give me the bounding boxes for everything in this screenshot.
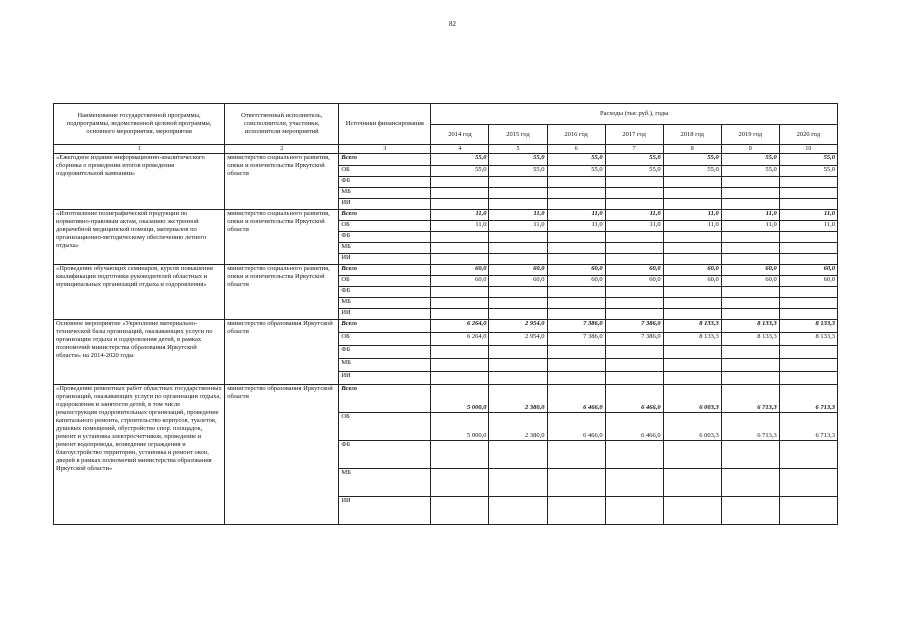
amount-cell <box>605 359 663 372</box>
amount-cell <box>721 177 779 188</box>
executor-cell: министерство социального развития, опеки и попечительства Иркутской области <box>225 210 339 265</box>
amount-cell <box>605 441 663 469</box>
amount-cell <box>547 372 605 385</box>
amount-cell <box>547 441 605 469</box>
funding-source-cell: МБ <box>339 243 431 254</box>
amount-cell <box>779 359 837 372</box>
funding-source-cell: МБ <box>339 298 431 309</box>
funding-source-cell: ОБ <box>339 166 431 177</box>
funding-source-cell: ИИ <box>339 254 431 265</box>
amount-cell <box>547 188 605 199</box>
column-number: 8 <box>663 145 721 154</box>
amount-cell <box>489 298 547 309</box>
amount-cell <box>605 287 663 298</box>
amount-cell: 60,0 <box>663 265 721 276</box>
table-row <box>54 385 838 413</box>
amount-cell <box>605 199 663 210</box>
amount-cell <box>489 346 547 359</box>
funding-source-cell: ОБ <box>339 276 431 287</box>
program-name-cell: Основное мероприятие «Укрепление материально-технической базы организаций, оказывающих услуги по организации отдыха и оздоровления детей, в рамках полномочий министерства образования Иркутской области» на 2014-2020 годы <box>54 320 225 385</box>
amount-cell: 55,0 <box>489 166 547 177</box>
amount-cell <box>431 232 489 243</box>
amount-cell <box>721 287 779 298</box>
amount-cell: 6 713,3 <box>779 385 837 413</box>
funding-source-cell: ФБ <box>339 441 431 469</box>
amount-cell <box>721 243 779 254</box>
amount-cell: 7 386,0 <box>547 320 605 333</box>
amount-cell: 5 000,0 <box>431 413 489 441</box>
executor-cell: министерство образования Иркутской области <box>225 320 339 385</box>
amount-cell: 6 003,3 <box>663 413 721 441</box>
executor-cell: министерство социального развития, опеки и попечительства Иркутской области <box>225 154 339 210</box>
amount-cell <box>663 372 721 385</box>
amount-cell: 11,0 <box>663 210 721 221</box>
amount-cell: 11,0 <box>431 221 489 232</box>
column-number: 4 <box>431 145 489 154</box>
amount-cell: 6 466,0 <box>547 413 605 441</box>
amount-cell: 11,0 <box>547 210 605 221</box>
funding-source-cell: МБ <box>339 359 431 372</box>
amount-cell <box>431 359 489 372</box>
amount-cell <box>489 232 547 243</box>
column-number: 1 <box>54 145 225 154</box>
amount-cell: 60,0 <box>489 265 547 276</box>
header-year: 2017 год <box>605 125 663 145</box>
program-name-cell: «Ежегодное издание информационно-аналитического сборника о проведении итогов проведения оздоровительной кампании» <box>54 154 225 210</box>
amount-cell: 60,0 <box>489 276 547 287</box>
column-number: 3 <box>339 145 431 154</box>
header-executor: Ответственный исполнитель, соисполнители, участники, исполнители мероприятий <box>225 104 339 145</box>
amount-cell: 11,0 <box>489 210 547 221</box>
amount-cell <box>721 497 779 525</box>
amount-cell <box>779 309 837 320</box>
expenses-table <box>53 103 838 525</box>
amount-cell <box>721 469 779 497</box>
amount-cell <box>489 254 547 265</box>
amount-cell: 11,0 <box>547 221 605 232</box>
amount-cell: 60,0 <box>547 276 605 287</box>
amount-cell <box>663 441 721 469</box>
amount-cell <box>431 441 489 469</box>
amount-cell <box>779 372 837 385</box>
amount-cell: 60,0 <box>605 276 663 287</box>
amount-cell <box>605 232 663 243</box>
amount-cell: 60,0 <box>663 276 721 287</box>
amount-cell: 2 380,0 <box>489 413 547 441</box>
amount-cell <box>547 232 605 243</box>
amount-cell <box>779 188 837 199</box>
amount-cell <box>663 254 721 265</box>
amount-cell <box>721 298 779 309</box>
amount-cell: 11,0 <box>779 221 837 232</box>
amount-cell <box>605 188 663 199</box>
amount-cell: 6 264,0 <box>431 320 489 333</box>
table-row <box>54 154 838 166</box>
amount-cell <box>663 298 721 309</box>
page-number: 82 <box>449 20 456 28</box>
amount-cell <box>431 497 489 525</box>
amount-cell: 60,0 <box>721 276 779 287</box>
amount-cell <box>663 309 721 320</box>
amount-cell <box>547 254 605 265</box>
amount-cell: 60,0 <box>779 276 837 287</box>
header-funding-source: Источники финансирования <box>339 104 431 145</box>
amount-cell <box>779 441 837 469</box>
funding-source-cell: ФБ <box>339 346 431 359</box>
amount-cell <box>489 177 547 188</box>
amount-cell <box>721 372 779 385</box>
funding-source-cell: МБ <box>339 188 431 199</box>
amount-cell: 8 133,3 <box>721 320 779 333</box>
amount-cell <box>779 243 837 254</box>
amount-cell: 55,0 <box>489 154 547 166</box>
amount-cell: 11,0 <box>431 210 489 221</box>
column-number: 2 <box>225 145 339 154</box>
table-row <box>54 320 838 333</box>
funding-source-cell: ИИ <box>339 497 431 525</box>
header-year: 2014 год <box>431 125 489 145</box>
amount-cell <box>721 309 779 320</box>
amount-cell: 2 954,0 <box>489 333 547 346</box>
amount-cell: 55,0 <box>779 154 837 166</box>
amount-cell <box>721 254 779 265</box>
amount-cell: 55,0 <box>605 154 663 166</box>
amount-cell <box>721 199 779 210</box>
amount-cell <box>663 359 721 372</box>
amount-cell: 55,0 <box>663 166 721 177</box>
funding-source-cell: ФБ <box>339 287 431 298</box>
amount-cell <box>605 372 663 385</box>
column-number: 9 <box>721 145 779 154</box>
program-name-cell: «Проведение ремонтных работ областных государственных организаций, оказывающих услуги по организации отдыха, оздоровления и занятости детей, в том числе реконструкция оздоровительных организаций, проведение капитального ремонта, строительство корпусов, туалетов, душевых помещений, обустройство спор. площадок, ремонт и установка электросчетчиков, проведение и ремонт водопровода, возведение ограждения и благоустройство территории, установка и ремонт окон, дверей в рамках полномочий министерства образования Иркутской области» <box>54 385 225 525</box>
amount-cell: 8 133,3 <box>779 333 837 346</box>
funding-source-cell: Всего <box>339 385 431 413</box>
amount-cell <box>663 346 721 359</box>
funding-source-cell: ФБ <box>339 232 431 243</box>
amount-cell: 11,0 <box>779 210 837 221</box>
amount-cell <box>605 177 663 188</box>
amount-cell <box>663 469 721 497</box>
header-program-name: Наименование государственной программы, подпрограммы, ведомственной целевой программы, основного мероприятия, мероприятия <box>54 104 225 145</box>
amount-cell: 60,0 <box>779 265 837 276</box>
amount-cell <box>489 497 547 525</box>
amount-cell: 11,0 <box>489 221 547 232</box>
amount-cell <box>489 441 547 469</box>
amount-cell <box>605 346 663 359</box>
amount-cell <box>779 497 837 525</box>
amount-cell <box>547 199 605 210</box>
amount-cell: 11,0 <box>721 221 779 232</box>
amount-cell: 55,0 <box>721 166 779 177</box>
amount-cell: 60,0 <box>547 265 605 276</box>
amount-cell: 55,0 <box>779 166 837 177</box>
amount-cell <box>605 469 663 497</box>
amount-cell <box>431 243 489 254</box>
funding-source-cell: ФБ <box>339 177 431 188</box>
amount-cell <box>547 346 605 359</box>
amount-cell: 6 003,3 <box>663 385 721 413</box>
amount-cell: 6 466,0 <box>547 385 605 413</box>
amount-cell <box>489 243 547 254</box>
amount-cell <box>489 469 547 497</box>
amount-cell <box>779 469 837 497</box>
amount-cell: 6 713,3 <box>721 385 779 413</box>
table-row <box>54 265 838 276</box>
funding-source-cell: ИИ <box>339 372 431 385</box>
amount-cell: 6 466,0 <box>605 413 663 441</box>
amount-cell: 2 954,0 <box>489 320 547 333</box>
amount-cell <box>663 199 721 210</box>
amount-cell <box>721 346 779 359</box>
amount-cell <box>547 298 605 309</box>
amount-cell: 55,0 <box>605 166 663 177</box>
header-expenses: Расходы (тыс.руб.), годы <box>431 104 838 125</box>
amount-cell: 60,0 <box>431 276 489 287</box>
amount-cell: 8 133,3 <box>779 320 837 333</box>
funding-source-cell: ОБ <box>339 221 431 232</box>
program-name-cell: «Изготовление полиграфической продукции по нормативно-правовым актам, оказанию экстренной доврачебной медицинской помощи, материалов по организационно-методическому обеспечению летнего отдыха» <box>54 210 225 265</box>
funding-source-cell: Всего <box>339 154 431 166</box>
program-name-cell: «Проведение обучающих семинаров, курсов повышения квалификации подготовки руководителей областных и муниципальных организаций отдыха и оздоровления» <box>54 265 225 320</box>
amount-cell <box>431 199 489 210</box>
amount-cell <box>779 232 837 243</box>
amount-cell <box>489 309 547 320</box>
amount-cell <box>431 309 489 320</box>
amount-cell <box>489 199 547 210</box>
amount-cell <box>663 497 721 525</box>
amount-cell <box>663 287 721 298</box>
amount-cell <box>779 346 837 359</box>
amount-cell <box>431 188 489 199</box>
amount-cell: 6 713,3 <box>779 413 837 441</box>
amount-cell: 11,0 <box>663 221 721 232</box>
column-number: 6 <box>547 145 605 154</box>
amount-cell <box>779 298 837 309</box>
amount-cell <box>431 346 489 359</box>
amount-cell <box>605 309 663 320</box>
amount-cell <box>547 309 605 320</box>
column-number: 7 <box>605 145 663 154</box>
amount-cell <box>721 359 779 372</box>
amount-cell <box>779 177 837 188</box>
column-number: 10 <box>779 145 837 154</box>
amount-cell: 6 264,0 <box>431 333 489 346</box>
amount-cell <box>779 287 837 298</box>
funding-source-cell: МБ <box>339 469 431 497</box>
funding-source-cell: ИИ <box>339 309 431 320</box>
amount-cell <box>547 359 605 372</box>
amount-cell <box>431 372 489 385</box>
header-year: 2018 год <box>663 125 721 145</box>
amount-cell: 6 713,3 <box>721 413 779 441</box>
amount-cell: 8 133,3 <box>721 333 779 346</box>
column-number: 5 <box>489 145 547 154</box>
funding-source-cell: ИИ <box>339 199 431 210</box>
amount-cell <box>663 232 721 243</box>
executor-cell: министерство образования Иркутской области <box>225 385 339 525</box>
amount-cell <box>489 359 547 372</box>
amount-cell <box>605 497 663 525</box>
amount-cell: 55,0 <box>721 154 779 166</box>
amount-cell <box>663 177 721 188</box>
amount-cell <box>547 243 605 254</box>
amount-cell: 5 000,0 <box>431 385 489 413</box>
amount-cell <box>605 254 663 265</box>
amount-cell <box>663 188 721 199</box>
funding-source-cell: Всего <box>339 320 431 333</box>
amount-cell: 11,0 <box>605 221 663 232</box>
amount-cell: 11,0 <box>605 210 663 221</box>
amount-cell: 60,0 <box>721 265 779 276</box>
amount-cell: 55,0 <box>431 154 489 166</box>
amount-cell: 7 386,0 <box>547 333 605 346</box>
amount-cell: 8 133,3 <box>663 333 721 346</box>
header-year: 2019 год <box>721 125 779 145</box>
header-year: 2016 год <box>547 125 605 145</box>
funding-source-cell: ОБ <box>339 413 431 441</box>
amount-cell: 55,0 <box>547 166 605 177</box>
amount-cell <box>779 199 837 210</box>
amount-cell: 55,0 <box>663 154 721 166</box>
amount-cell: 55,0 <box>547 154 605 166</box>
amount-cell: 60,0 <box>605 265 663 276</box>
amount-cell: 2 380,0 <box>489 385 547 413</box>
amount-cell <box>489 287 547 298</box>
amount-cell: 55,0 <box>431 166 489 177</box>
funding-source-cell: Всего <box>339 265 431 276</box>
funding-source-cell: ОБ <box>339 333 431 346</box>
amount-cell: 8 133,3 <box>663 320 721 333</box>
header-year: 2015 год <box>489 125 547 145</box>
amount-cell: 60,0 <box>431 265 489 276</box>
amount-cell: 7 386,0 <box>605 333 663 346</box>
amount-cell <box>721 188 779 199</box>
table-row <box>54 210 838 221</box>
amount-cell <box>547 497 605 525</box>
header-year: 2020 год <box>779 125 837 145</box>
amount-cell <box>431 469 489 497</box>
funding-source-cell: Всего <box>339 210 431 221</box>
executor-cell: министерство социального развития, опеки и попечительства Иркутской области <box>225 265 339 320</box>
amount-cell <box>547 177 605 188</box>
amount-cell <box>431 177 489 188</box>
amount-cell <box>431 298 489 309</box>
amount-cell: 11,0 <box>721 210 779 221</box>
amount-cell: 7 386,0 <box>605 320 663 333</box>
amount-cell <box>663 243 721 254</box>
amount-cell <box>431 254 489 265</box>
amount-cell <box>721 232 779 243</box>
amount-cell <box>489 188 547 199</box>
amount-cell <box>489 372 547 385</box>
amount-cell <box>547 287 605 298</box>
amount-cell: 6 466,0 <box>605 385 663 413</box>
amount-cell <box>779 254 837 265</box>
amount-cell <box>605 243 663 254</box>
amount-cell <box>605 298 663 309</box>
amount-cell <box>721 441 779 469</box>
amount-cell <box>431 287 489 298</box>
amount-cell <box>547 469 605 497</box>
